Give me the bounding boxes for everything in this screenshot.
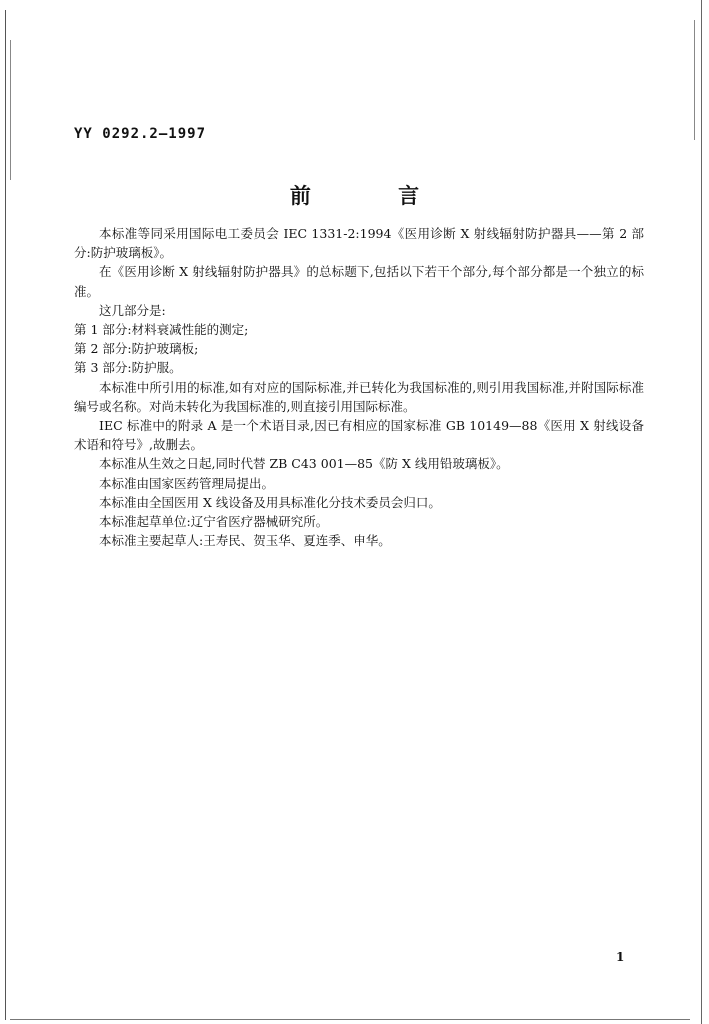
list-item: 第 3 部分:防护服。 <box>74 360 182 376</box>
scan-edge-bottom <box>10 1019 690 1020</box>
paragraph: 本标准起草单位:辽宁省医疗器械研究所。 <box>99 514 329 530</box>
scan-edge-left <box>5 10 6 1020</box>
scan-edge-left-inner <box>10 40 11 180</box>
page-title: 前 言 <box>289 183 460 208</box>
paragraph: IEC 标准中的附录 A 是一个术语目录,因已有相应的国家标准 GB 10149—88《医用 X 射线设备术语和符号》,故删去。 <box>74 418 644 453</box>
list-item: 第 1 部分:材料衰减性能的测定; <box>74 322 249 338</box>
standard-code: YY 0292.2—1997 <box>74 126 207 142</box>
paragraph: 本标准等同采用国际电工委员会 IEC 1331-2:1994《医用诊断 X 射线辐射防护器具——第 2 部分:防护玻璃板》。 <box>74 226 644 261</box>
paragraph: 本标准中所引用的标准,如有对应的国际标准,并已转化为我国标准的,则引用我国标准,并附国际标准编号或名称。对尚未转化为我国标准的,则直接引用国际标准。 <box>74 379 644 414</box>
scan-edge-right-inner <box>694 20 695 140</box>
paragraph: 在《医用诊断 X 射线辐射防护器具》的总标题下,包括以下若干个部分,每个部分都是一个独立的标准。 <box>74 264 644 299</box>
list-item: 第 2 部分:防护玻璃板; <box>74 341 199 357</box>
paragraph: 本标准由全国医用 X 线设备及用具标准化分技术委员会归口。 <box>99 494 441 510</box>
foreword-body <box>74 224 644 550</box>
paragraph: 本标准由国家医药管理局提出。 <box>99 475 275 491</box>
scan-edge-right <box>701 0 702 1024</box>
paragraph: 本标准主要起草人:王寿民、贺玉华、夏连季、申华。 <box>99 533 391 549</box>
paragraph: 这几部分是: <box>99 302 166 318</box>
page-number: 1 <box>616 950 625 964</box>
paragraph: 本标准从生效之日起,同时代替 ZB C43 001—85《防 X 线用铅玻璃板》。 <box>99 456 509 472</box>
